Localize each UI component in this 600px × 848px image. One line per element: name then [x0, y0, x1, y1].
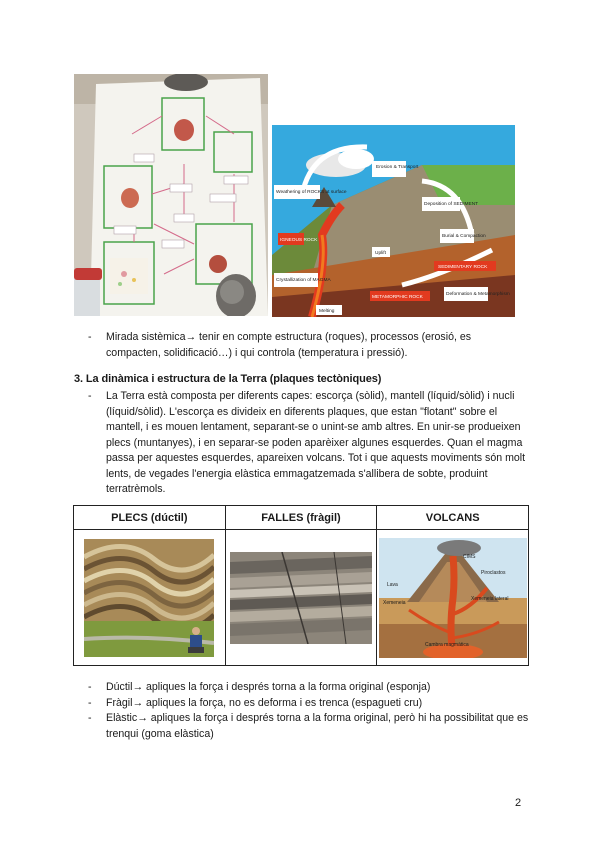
falles-image-cell — [225, 530, 377, 666]
volcano-diagram — [379, 538, 527, 658]
section-heading: 3. La dinàmica i estructura de la Terra (plaques tectòniques) — [74, 373, 382, 385]
faults-photo — [230, 552, 372, 644]
bullet-dash: - — [88, 681, 92, 693]
list-item — [88, 330, 528, 361]
folds-photo — [84, 539, 214, 657]
list-item — [88, 389, 533, 498]
table-header-falles: FALLES (fràgil) — [225, 506, 377, 530]
bullet-dash: - — [88, 696, 92, 709]
label-crystallization: Crystallization of MAGMA — [276, 278, 331, 283]
volcano-label-xemeneia-lateral: Xemeneia lateral — [470, 595, 509, 602]
label-deposition: Deposition of SEDIMENT — [424, 202, 479, 207]
bullet-text: Elàstic→ apliques la força i després torna a la forma original, però hi ha possibilitat que es trenqui (goma elàstica) — [106, 712, 529, 740]
list-item — [88, 711, 533, 742]
label-uplift: Uplift — [375, 251, 386, 256]
volcano-label-xemeneia: Xemeneia — [382, 599, 406, 606]
bullet-text: Mirada sistèmica→ tenir en compte estructura (roques), processos (erosió, es compacten, solidificació…) i qui controla (temperatura i pressió). — [106, 331, 472, 359]
label-sedimentary: SEDIMENTARY ROCK — [438, 265, 488, 270]
section-paragraph — [88, 389, 533, 498]
label-weathering: Weathering of ROCKS at surface — [276, 190, 347, 195]
label-burial: Burial & Compaction — [442, 234, 486, 239]
table-header-plecs: PLECS (dúctil) — [74, 506, 226, 530]
volcano-label-cims: CIMS — [462, 553, 476, 560]
list-item — [88, 680, 533, 696]
bullet-dash: - — [88, 712, 92, 724]
page-number: 2 — [515, 797, 522, 809]
volcano-label-lava: Lava — [386, 581, 398, 588]
poster-photo — [74, 74, 268, 316]
plecs-image-cell — [74, 530, 226, 666]
bullet-text: Dúctil→ apliques la força i després torna a la forma original (esponja) — [106, 681, 431, 693]
bullet-list-top — [88, 330, 528, 361]
volcano-label-cambra: Cambra magmàtica — [424, 641, 469, 648]
volcans-image-cell — [377, 530, 529, 666]
label-erosion: Erosion & Transport — [376, 165, 419, 170]
table-header-volcans: VOLCANS — [377, 506, 529, 530]
paragraph-text: La Terra està composta per diferents capes: escorça (sòlid), mantell (líquid/sòlid) i nucli (líquid/sòlid). L'escorça es divideix en diferents plaques, que estan "flotant" sobre el mantell, i es mouen lentament, separant-se o unint-se amb altres. En unir-se produeixen plecs (muntanyes), i en separar-se poden aparèixer algunes esquerdes. Quan el magma passa per aquestes esquerdes, apareixen volcans. Tot i que aquests moviments són molt lents, de vegades l'energia elàstica emmagatzemada s'allibera de sobte, produint terratrèmols. — [106, 390, 526, 495]
label-deformation: Deformation & Metamorphism — [446, 292, 510, 297]
label-igneous: IGNEOUS ROCK — [280, 238, 318, 243]
deformation-table — [73, 505, 529, 666]
bullet-text: Fràgil→ apliques la força, no es deforma i es trenca (espagueti cru) — [106, 696, 423, 709]
label-melting: Melting — [319, 309, 335, 314]
bullet-dash: - — [88, 331, 92, 343]
rock-cycle-diagram — [272, 125, 515, 317]
label-metamorphic: METAMORPHIC ROCK — [372, 295, 423, 300]
bullet-dash: - — [88, 390, 92, 402]
volcano-label-piroclastos: Piroclastos — [480, 569, 506, 576]
bullet-list-bottom — [88, 680, 533, 742]
list-item — [88, 696, 533, 712]
